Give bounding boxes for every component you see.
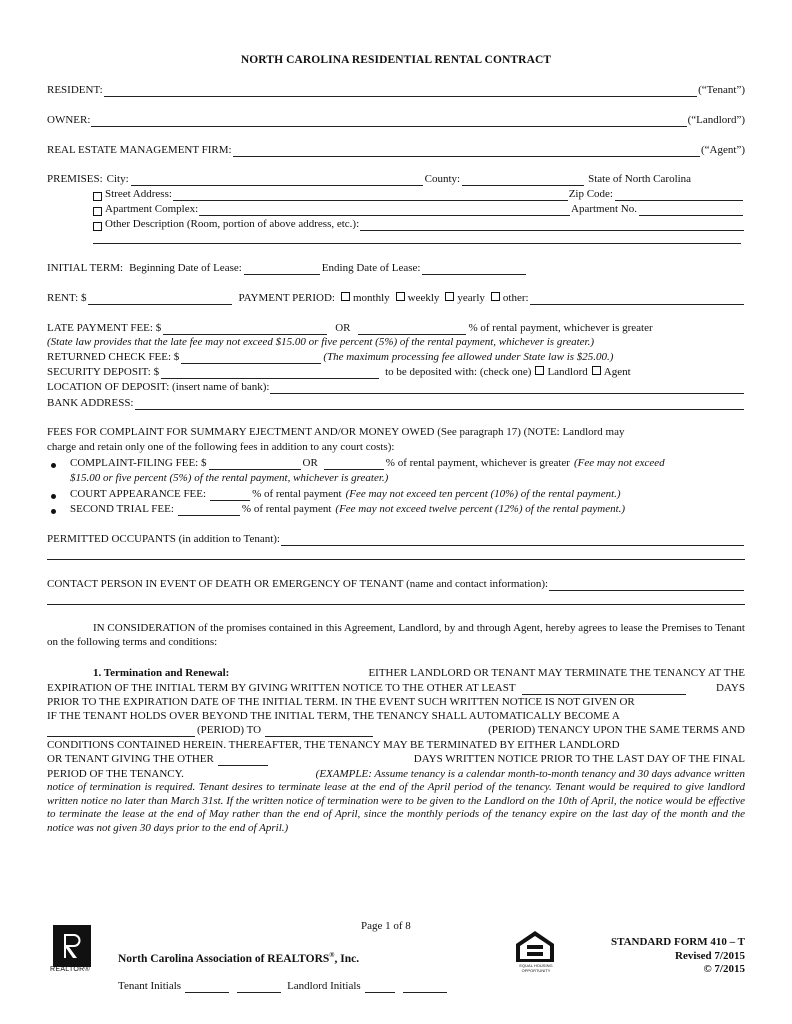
- bullet-icon: [51, 463, 56, 468]
- trial-fee-suffix: % of rental payment: [241, 503, 332, 515]
- term-begin-input[interactable]: [244, 264, 320, 275]
- complaint-fee-note-b: $15.00 or five percent (5%) of the rental payment, whichever is greater.): [70, 472, 389, 484]
- term-label: INITIAL TERM:: [47, 262, 124, 274]
- late-fee-row: [47, 322, 745, 335]
- complaint-fee-label: COMPLAINT-FILING FEE: $: [70, 457, 207, 469]
- termination-text-7a: OR TENANT GIVING THE OTHER: [47, 753, 214, 765]
- court-fee-row: [47, 488, 745, 501]
- term-end-label: Ending Date of Lease:: [321, 262, 421, 274]
- rent-input[interactable]: [88, 294, 232, 305]
- complex-row: [93, 203, 745, 216]
- bank-address-input[interactable]: [135, 399, 745, 410]
- returned-check-input[interactable]: [181, 353, 321, 364]
- county-label: County:: [424, 173, 461, 185]
- returned-check-label: RETURNED CHECK FEE: $: [47, 351, 180, 363]
- occupants-input[interactable]: [281, 535, 744, 546]
- termination-text-8a: PERIOD OF THE TENANCY.: [47, 768, 184, 780]
- termination-line-6: CONDITIONS CONTAINED HEREIN. THEREAFTER, THE TENANCY MAY BE TERMINATED BY EITHER LANDLORD: [47, 739, 620, 751]
- county-input[interactable]: [462, 175, 584, 186]
- weekly-checkbox[interactable]: [396, 292, 405, 301]
- complex-checkbox[interactable]: [93, 207, 102, 216]
- contact-input-line2[interactable]: [47, 604, 745, 605]
- term-begin-label: Beginning Date of Lease:: [129, 262, 242, 274]
- complaint-fee-percent-input[interactable]: [324, 459, 384, 470]
- consideration-paragraph: IN CONSIDERATION of the promises contained in this Agreement, Landlord, by and through Agent, hereby agrees to lease the Premises to Tenant on the following terms and conditions:: [47, 622, 745, 648]
- deposit-label: SECURITY DEPOSIT: $: [47, 366, 160, 378]
- rent-label: RENT: $: [47, 292, 87, 304]
- termination-line-1: [47, 667, 745, 680]
- bank-address-row: [47, 397, 745, 410]
- owner-input[interactable]: [91, 116, 686, 127]
- termination-text-5a: (PERIOD) TO: [197, 724, 262, 736]
- owner-suffix: (“Landlord”): [687, 114, 745, 126]
- late-fee-percent-input[interactable]: [358, 324, 466, 335]
- firm-input[interactable]: [233, 146, 700, 157]
- street-label: Street Address:: [105, 188, 172, 200]
- trial-fee-label: SECOND TRIAL FEE:: [70, 503, 174, 515]
- page-number: Page 1 of 8: [361, 920, 411, 932]
- occupants-row: [47, 533, 745, 546]
- deposit-with-label: to be deposited with: (check one): [385, 366, 532, 378]
- deposit-agent-label: Agent: [603, 366, 631, 378]
- trial-fee-row: [47, 503, 745, 516]
- city-input[interactable]: [131, 175, 423, 186]
- complaint-fee-note-a: (Fee may not exceed: [573, 457, 665, 469]
- deposit-landlord-checkbox[interactable]: [535, 366, 544, 375]
- tenant-initials-label: Tenant Initials: [118, 980, 182, 992]
- returned-check-note: (The maximum processing fee allowed under State law is $25.00.): [323, 351, 614, 363]
- termination-example: notice of termination is required. Tenant desires to terminate lease at the end of the April period of the tenancy. Tenant would be required to give landlord written notice no later than March 31st. If the written notice of termination were to be given to the Landlord on the 10th of April, the notice would be effective to terminate the lease at the end of May rather than the end of April, since the monthly periods of the tenancy expire on the last day of the month and the notice was not given 30 days prior to the end of April.): [47, 781, 745, 834]
- complaint-fee-suffix: % of rental payment, whichever is greater: [385, 457, 570, 469]
- yearly-checkbox[interactable]: [445, 292, 454, 301]
- termination-heading: 1. Termination and Renewal:: [93, 667, 230, 679]
- monthly-checkbox[interactable]: [341, 292, 350, 301]
- termination-line-7: [47, 753, 745, 766]
- zip-label: Zip Code:: [568, 188, 613, 200]
- deposit-input[interactable]: [161, 368, 379, 379]
- rent-row: [47, 292, 745, 305]
- monthly-label: monthly: [352, 292, 390, 304]
- location-row: [47, 381, 745, 394]
- form-revised: Revised 7/2015: [675, 949, 745, 962]
- resident-row: [47, 84, 745, 97]
- association-row: [118, 951, 359, 965]
- street-input[interactable]: [173, 190, 568, 201]
- termination-line-4: IF THE TENANT HOLDS OVER BEYOND THE INITIAL TERM, THE TENANCY SHALL AUTOMATICALLY BECOME A: [47, 710, 620, 722]
- period-1-input[interactable]: [47, 726, 195, 737]
- complex-input[interactable]: [199, 205, 570, 216]
- other-desc-checkbox[interactable]: [93, 222, 102, 231]
- bullet-icon: [51, 509, 56, 514]
- realtor-logo: [53, 925, 91, 967]
- association-suffix: , Inc.: [334, 952, 360, 965]
- late-fee-or: OR: [335, 322, 351, 334]
- fees-intro-1: FEES FOR COMPLAINT FOR SUMMARY EJECTMENT AND/OR MONEY OWED (See paragraph 17) (NOTE: Landlord may: [47, 426, 625, 438]
- deposit-agent-checkbox[interactable]: [592, 366, 601, 375]
- notice-days-input[interactable]: [522, 684, 686, 695]
- termination-line-8: [47, 768, 745, 781]
- other-period-label: other:: [502, 292, 529, 304]
- termination-text-1: EITHER LANDLORD OR TENANT MAY TERMINATE THE TENANCY AT THE: [368, 667, 745, 679]
- termination-line-2: [47, 682, 745, 695]
- landlord-initials-label: Landlord Initials: [287, 980, 361, 992]
- contact-row: [47, 578, 745, 591]
- other-desc-input-line2[interactable]: [93, 243, 741, 244]
- zip-input[interactable]: [615, 190, 743, 201]
- resident-input[interactable]: [104, 86, 697, 97]
- other-period-input[interactable]: [530, 294, 744, 305]
- landlord-initials-1-input[interactable]: [365, 982, 395, 993]
- late-fee-note: (State law provides that the late fee may not exceed $15.00 or five percent (5%) of the rental payment, whichever is greater.): [47, 336, 594, 348]
- termination-text-2a: EXPIRATION OF THE INITIAL TERM BY GIVING WRITTEN NOTICE TO THE OTHER AT LEAST: [47, 682, 516, 694]
- termination-notice-days-input[interactable]: [218, 755, 268, 766]
- state-label: State of North Carolina: [588, 173, 692, 185]
- deposit-landlord-label: Landlord: [547, 366, 588, 378]
- location-label: LOCATION OF DEPOSIT: (insert name of bank):: [47, 381, 270, 393]
- registered-mark: ®: [329, 951, 335, 959]
- owner-label: OWNER:: [47, 114, 91, 126]
- form-number: STANDARD FORM 410 – T: [610, 936, 745, 948]
- form-copyright: © 7/2015: [703, 963, 745, 975]
- late-fee-amount-input[interactable]: [163, 324, 327, 335]
- returned-check-row: [47, 351, 745, 364]
- deposit-row: [47, 366, 745, 379]
- trial-fee-input[interactable]: [178, 505, 240, 516]
- complaint-fee-amount-input[interactable]: [209, 459, 301, 470]
- street-checkbox[interactable]: [93, 192, 102, 201]
- location-input[interactable]: [270, 383, 744, 394]
- realtor-r-icon: [60, 931, 84, 961]
- termination-text-7b: DAYS WRITTEN NOTICE PRIOR TO THE LAST DAY OF THE FINAL: [413, 753, 745, 765]
- trial-fee-note: (Fee may not exceed twelve percent (12%) of the rental payment.): [335, 503, 626, 515]
- court-fee-input[interactable]: [210, 490, 250, 501]
- association-name: North Carolina Association of REALTORS: [118, 952, 330, 965]
- tenant-initials-2-input[interactable]: [237, 982, 281, 993]
- resident-suffix: (“Tenant”): [698, 84, 745, 96]
- occupants-input-line2[interactable]: [47, 559, 745, 560]
- firm-suffix: (“Agent”): [701, 144, 745, 156]
- termination-text-2b: DAYS: [716, 682, 745, 694]
- contact-label: CONTACT PERSON IN EVENT OF DEATH OR EMERGENCY OF TENANT (name and contact information):: [47, 578, 549, 590]
- page-title: NORTH CAROLINA RESIDENTIAL RENTAL CONTRACT: [240, 54, 552, 66]
- weekly-label: weekly: [407, 292, 440, 304]
- realtor-caption: REALTOR®: [50, 966, 90, 973]
- court-fee-suffix: % of rental payment: [252, 488, 342, 500]
- court-fee-note: (Fee may not exceed ten percent (10%) of the rental payment.): [345, 488, 621, 500]
- period-2-input[interactable]: [265, 726, 373, 737]
- yearly-label: yearly: [457, 292, 485, 304]
- fees-intro-2: charge and retain only one of the following fees in addition to any court costs):: [47, 441, 395, 453]
- form-id-block: [611, 936, 745, 977]
- court-fee-label: COURT APPEARANCE FEE:: [70, 488, 207, 500]
- initials-row: [118, 980, 498, 993]
- termination-text-8b: (EXAMPLE: Assume tenancy is a calendar month-to-month tenancy and 30 days advance written: [315, 768, 745, 780]
- contact-input[interactable]: [549, 580, 744, 591]
- term-end-input[interactable]: [422, 264, 526, 275]
- firm-label: REAL ESTATE MANAGEMENT FIRM:: [47, 144, 232, 156]
- other-period-checkbox[interactable]: [491, 292, 500, 301]
- street-row: [93, 188, 745, 201]
- bank-address-label: BANK ADDRESS:: [47, 397, 134, 409]
- bullet-icon: [51, 494, 56, 499]
- city-label: City:: [106, 173, 129, 185]
- apt-no-input[interactable]: [639, 205, 743, 216]
- premises-label: PREMISES:: [47, 173, 103, 185]
- premises-row: [47, 173, 745, 186]
- late-fee-suffix: % of rental payment, whichever is greater: [468, 322, 653, 334]
- occupants-label: PERMITTED OCCUPANTS (in addition to Tenant):: [47, 533, 280, 545]
- tenant-initials-1-input[interactable]: [185, 982, 229, 993]
- payment-period-label: PAYMENT PERIOD:: [238, 292, 335, 304]
- landlord-initials-2-input[interactable]: [403, 982, 447, 993]
- complex-label: Apartment Complex:: [105, 203, 199, 215]
- other-desc-label: Other Description (Room, portion of above address, etc.):: [105, 218, 360, 230]
- resident-label: RESIDENT:: [47, 84, 103, 96]
- other-desc-input[interactable]: [360, 220, 744, 231]
- late-fee-label: LATE PAYMENT FEE: $: [47, 322, 162, 334]
- owner-row: [47, 114, 745, 127]
- complaint-fee-row: [47, 457, 745, 470]
- apt-no-label: Apartment No.: [571, 203, 637, 215]
- termination-line-3: PRIOR TO THE EXPIRATION DATE OF THE INITIAL TERM. IN THE EVENT SUCH WRITTEN NOTICE IS NOT GIVEN OR: [47, 696, 635, 708]
- termination-text-5b: (PERIOD) TENANCY UPON THE SAME TERMS AND: [488, 724, 745, 736]
- complaint-fee-or: OR: [302, 457, 318, 469]
- eho-caption: EQUAL HOUSING OPPORTUNITY: [519, 963, 553, 973]
- termination-line-5: [47, 724, 745, 737]
- term-row: [47, 262, 745, 275]
- other-desc-row: [93, 218, 745, 231]
- firm-row: [47, 144, 745, 157]
